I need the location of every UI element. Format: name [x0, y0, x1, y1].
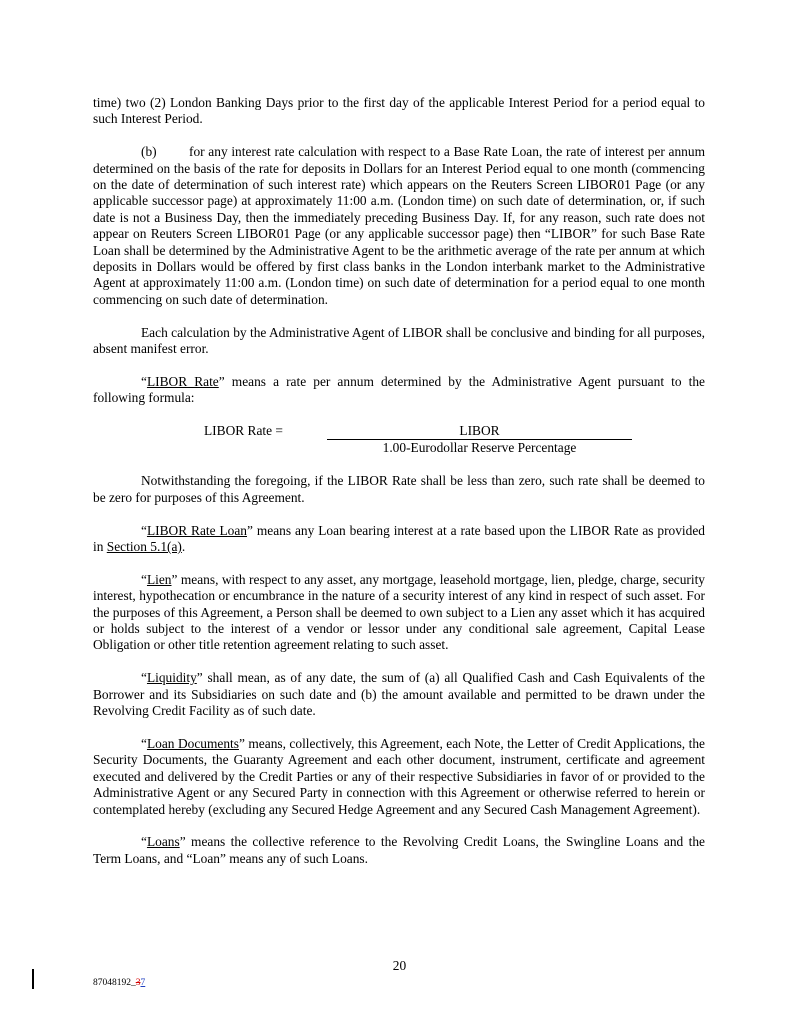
defined-term: Liquidity: [146, 670, 197, 686]
definition-text: ” means, collectively, this Agreement, each Note, the Letter of Credit Applications, the Security Documents, the Guaranty Agreement and each other document, instrument, certificate and agreement executed and delivered by the Credit Parties or any of their respective Subsidiaries in favor of or provided to the Administrative Agent or any Secured Party in connection with this Agreement or otherwise referred to herein or contemplated hereby (excluding any Secured Hedge Agreement and any Secured Cash Management Agreement).: [93, 735, 705, 817]
page-number: 20: [392, 958, 407, 973]
clause-text: for any interest rate calculation with respect to a Base Rate Loan, the rate of interest per annum determined on the basis of the rate for deposits in Dollars for an Interest Period equal to one month (commencing on the date of determination of such interest rate) which appears on the Reuters Screen LIBOR01 Page (or any applicable successor page) at approximately 11:00 a.m. (London time) on such date of determination, or, if such date is not a Business Day, then the immediately preceding Business Day. If, for any reason, such rate does not appear on Reuters Screen LIBOR01 Page (or any applicable successor page) then “LIBOR” for such Base Rate Loan shall be determined by the Administrative Agent to be the arithmetic average of the rate per annum at which deposits in Dollars would be offered by first class banks in the London interbank market to the Administrative Agent at approximately 11:00 a.m. (London time) on such date of determination for a period equal to one month commencing on such date of determination.: [93, 144, 705, 307]
definition-text: ” shall mean, as of any date, the sum of (a) all Qualified Cash and Cash Equivalents of the Borrower and its Subsidiaries on such date and (b) the amount available and permitted to be drawn under the Revolving Credit Facility as of such date.: [93, 670, 705, 719]
quote-open: “: [141, 735, 147, 751]
definition-lien: [93, 572, 705, 654]
quote-open: “: [141, 571, 147, 587]
clause-label: (b): [141, 144, 157, 160]
paragraph-notwithstanding: Notwithstanding the foregoing, if the LIBOR Rate shall be less than zero, such rate shall be deemed to be zero for purposes of this Agreement.: [93, 473, 705, 505]
paragraph-calculation: Each calculation by the Administrative Agent of LIBOR shall be conclusive and binding for all purposes, absent manifest error.: [93, 324, 705, 357]
formula-numerator: LIBOR: [327, 423, 632, 440]
deleted-version: 3: [135, 978, 141, 988]
definition-text: ” means, with respect to any asset, any mortgage, leasehold mortgage, lien, pledge, charge, security interest, hypothecation or encumbrance in the nature of a security interest of any kind in respect of such asset. For the purposes of this Agreement, a Person shall be deemed to own subject to a Lien any asset which it has acquired or holds subject to the interest of a vendor or lessor under any conditional sale agreement, Capital Lease Obligation or other title retention agreement relating to such asset.: [93, 571, 705, 653]
definition-libor-rate-loan: [93, 523, 705, 556]
defined-term: LIBOR Rate Loan: [146, 522, 247, 538]
definition-text: ” means the collective reference to the Revolving Credit Loans, the Swingline Loans and the Term Loans, and “Loan” means any of such Loans.: [93, 834, 705, 866]
quote-open: “: [141, 834, 147, 850]
defined-term: Loan Documents: [146, 735, 239, 751]
formula-label: LIBOR Rate =: [204, 423, 283, 439]
quote-open: “: [141, 522, 147, 538]
paragraph-continuation: time) two (2) London Banking Days prior to the first day of the applicable Interest Period for a period equal to such Interest Period.: [93, 95, 705, 127]
paragraph-libor-b: [93, 144, 705, 308]
document-body: [93, 95, 705, 884]
definition-text: ” means any Loan bearing interest at a rate based upon the LIBOR Rate as provided in: [93, 522, 705, 555]
footer-doc-id: [93, 977, 145, 989]
definition-loan-documents: [93, 736, 705, 818]
definition-loans: [93, 834, 705, 867]
quote-open: “: [141, 670, 147, 686]
defined-term: Lien: [146, 571, 172, 587]
definition-liquidity: [93, 670, 705, 719]
formula-denominator: 1.00-Eurodollar Reserve Percentage: [382, 440, 577, 456]
definition-text: ” means a rate per annum determined by the Administrative Agent pursuant to the following formula:: [93, 373, 705, 406]
libor-formula: [93, 423, 705, 457]
inserted-version: 7: [140, 978, 146, 988]
definition-libor-rate: [93, 374, 705, 407]
section-reference: Section 5.1(a): [106, 539, 182, 555]
quote-open: “: [141, 373, 147, 389]
defined-term: Loans: [146, 834, 180, 850]
definition-end: .: [181, 539, 186, 555]
doc-id: 87048192_: [93, 978, 136, 988]
defined-term: LIBOR Rate: [146, 373, 219, 389]
change-bar: [32, 969, 34, 989]
